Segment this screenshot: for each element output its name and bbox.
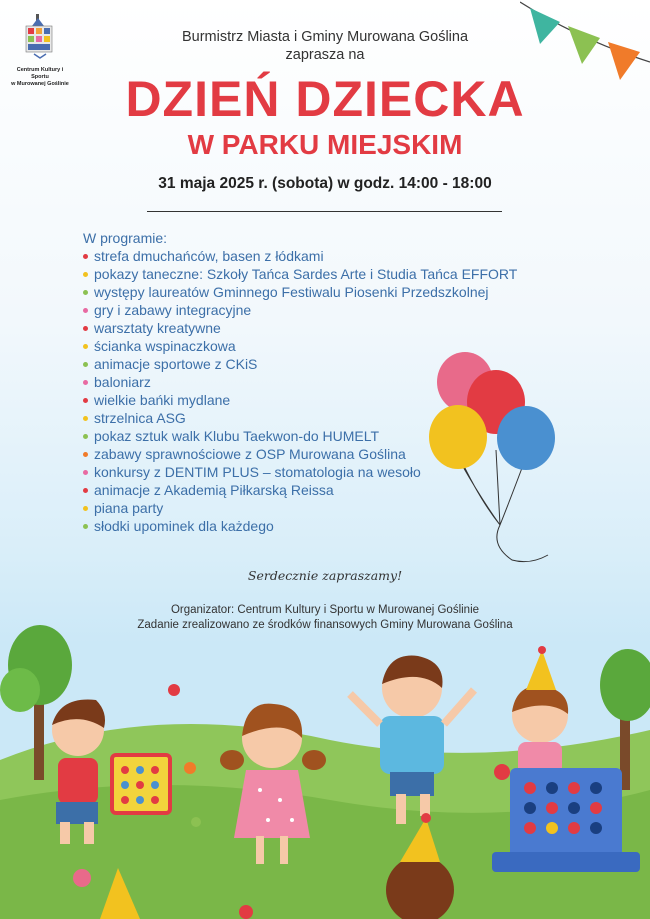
program-item	[83, 283, 517, 301]
bullet-dot-icon	[83, 308, 88, 313]
program-item-text: gry i zabawy integracyjne	[94, 302, 252, 318]
event-title: DZIEŃ DZIECKA	[125, 71, 525, 127]
program-item	[83, 247, 517, 265]
bullet-dot-icon	[83, 272, 88, 277]
bullet-dot-icon	[83, 470, 88, 475]
program-item	[83, 319, 517, 337]
bullet-dot-icon	[83, 380, 88, 385]
program-item-text: baloniarz	[94, 374, 151, 390]
program-item-text: wielkie bańki mydlane	[94, 392, 231, 408]
program-item-text: występy laureatów Gminnego Festiwalu Piosenki Przedszkolnej	[94, 284, 489, 300]
bullet-dot-icon	[83, 290, 88, 295]
bullet-dot-icon	[83, 506, 88, 511]
event-date: 31 maja 2025 r. (sobota) w godz. 14:00 - 18:00	[158, 175, 492, 192]
organizer-line: Organizator: Centrum Kultury i Sportu w Murowanej Goślinie	[170, 604, 480, 616]
program-item-text: strefa dmuchańców, basen z łódkami	[94, 248, 324, 264]
program-item-text: animacje sportowe z CKiS	[94, 356, 258, 372]
bullet-dot-icon	[83, 416, 88, 421]
event-subtitle: W PARKU MIEJSKIM	[187, 129, 463, 160]
divider	[147, 211, 502, 212]
host-line: Burmistrz Miasta i Gminy Murowana Goślina	[181, 29, 469, 45]
program-item	[83, 301, 517, 319]
balloons-icon	[420, 350, 570, 570]
park-scene-illustration	[0, 620, 650, 919]
logo-caption-line2: w Murowanej Goślinie	[11, 81, 69, 87]
bullet-dot-icon	[83, 326, 88, 331]
program-item-text: warsztaty kreatywne	[94, 320, 221, 336]
bullet-dot-icon	[83, 362, 88, 367]
bullet-dot-icon	[83, 344, 88, 349]
bullet-dot-icon	[83, 434, 88, 439]
bullet-dot-icon	[83, 398, 88, 403]
logo-caption-line1: Centrum Kultury i Sportu	[16, 67, 64, 80]
program-item	[83, 265, 517, 283]
invites-line: zaprasza na	[285, 47, 365, 63]
program-item-text: pokazy taneczne: Szkoły Tańca Sardes Arte i Studia Tańca EFFORT	[94, 266, 518, 282]
invitation-text: Serdecznie zapraszamy!	[247, 568, 403, 583]
program-item-text: piana party	[94, 500, 164, 516]
program-item-text: ścianka wspinaczkowa	[94, 338, 236, 354]
bullet-dot-icon	[83, 488, 88, 493]
program-item-text: pokaz sztuk walk Klubu Taekwon-do HUMELT	[94, 428, 380, 444]
bullet-dot-icon	[83, 452, 88, 457]
program-heading: W programie:	[83, 230, 168, 246]
bullet-dot-icon	[83, 254, 88, 259]
program-item-text: słodki upominek dla każdego	[94, 518, 274, 534]
program-item-text: strzelnica ASG	[94, 410, 186, 426]
funding-line: Zadanie zrealizowano ze środków finansowych Gminy Murowana Goślina	[137, 619, 513, 631]
program-item-text: zabawy sprawnościowe z OSP Murowana Goślina	[94, 446, 406, 462]
program-item-text: konkursy z DENTIM PLUS – stomatologia na wesoło	[94, 464, 421, 480]
bullet-dot-icon	[83, 524, 88, 529]
program-item-text: animacje z Akademią Piłkarską Reissa	[94, 482, 334, 498]
